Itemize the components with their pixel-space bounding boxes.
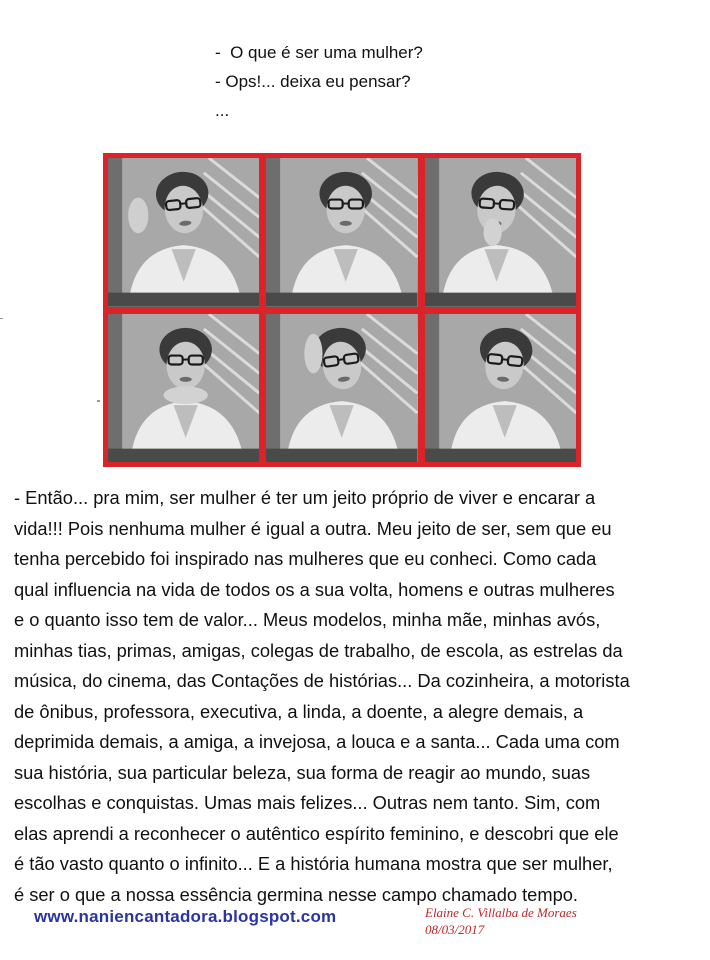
body-line: de ônibus, professora, executiva, a linda, a doente, a alegre demais, a <box>14 700 584 722</box>
portrait-illustration <box>425 158 576 307</box>
body-line: elas aprendi a reconhecer o autêntico espírito feminino, e descobri que ele <box>14 822 619 844</box>
body-line: música, do cinema, das Contações de histórias... Da cozinheira, a motorista <box>14 670 630 691</box>
author-name: Elaine C. Villalba de Moraes <box>425 905 577 920</box>
body-line: sua história, sua particular beleza, sua forma de reagir ao mundo, suas <box>14 761 591 783</box>
portrait-illustration <box>266 158 417 307</box>
stray-mark <box>0 318 3 319</box>
body-line: minhas tias, primas, amigas, colegas de trabalho, de escola, as estrelas da <box>14 639 623 661</box>
collage-photo <box>106 312 261 465</box>
body-line: qual influencia na vida de todos os a sua volta, homens e outras mulheres <box>14 578 615 600</box>
body-line: escolhas e conquistas. Umas mais felizes... Outras nem tanto. Sim, com <box>14 792 601 813</box>
collage-photo <box>106 156 261 309</box>
portrait-illustration <box>108 158 259 307</box>
intro-answer: - Ops!... deixa eu pensar? <box>215 72 411 91</box>
body-line: - Então... pra mim, ser mulher é ter um jeito próprio de viver e encarar a <box>14 487 596 508</box>
body-line: vida!!! Pois nenhuma mulher é igual a outra. Meu jeito de ser, sem que eu <box>14 517 612 539</box>
body-paragraph <box>14 483 700 910</box>
body-line: deprimida demais, a amiga, a invejosa, a louca e a santa... Cada uma com <box>14 731 620 752</box>
intro-ellipsis: ... <box>215 101 230 120</box>
portrait-illustration <box>108 314 259 463</box>
author-signature <box>425 904 577 938</box>
body-line: é ser o que a nossa essência germina nesse campo chamado tempo. <box>14 883 578 905</box>
body-line: é tão vasto quanto o infinito... E a história humana mostra que ser mulher, <box>14 853 613 874</box>
body-line: e o quanto isso tem de valor... Meus modelos, minha mãe, minhas avós, <box>14 609 601 630</box>
author-date: 08/03/2017 <box>425 922 485 937</box>
body-line: tenha percebido foi inspirado nas mulheres que eu conheci. Como cada <box>14 548 597 569</box>
intro-question: - O que é ser uma mulher? <box>215 43 423 62</box>
blog-url[interactable]: www.naniencantadora.blogspot.com <box>34 907 337 926</box>
collage-photo <box>423 312 578 465</box>
portrait-illustration <box>425 314 576 463</box>
collage-photo <box>423 156 578 309</box>
collage-photo <box>264 156 419 309</box>
collage-photo <box>264 312 419 465</box>
photo-collage <box>103 153 581 467</box>
portrait-illustration <box>266 314 417 463</box>
intro-dialogue <box>215 38 635 125</box>
stray-mark <box>97 400 100 402</box>
